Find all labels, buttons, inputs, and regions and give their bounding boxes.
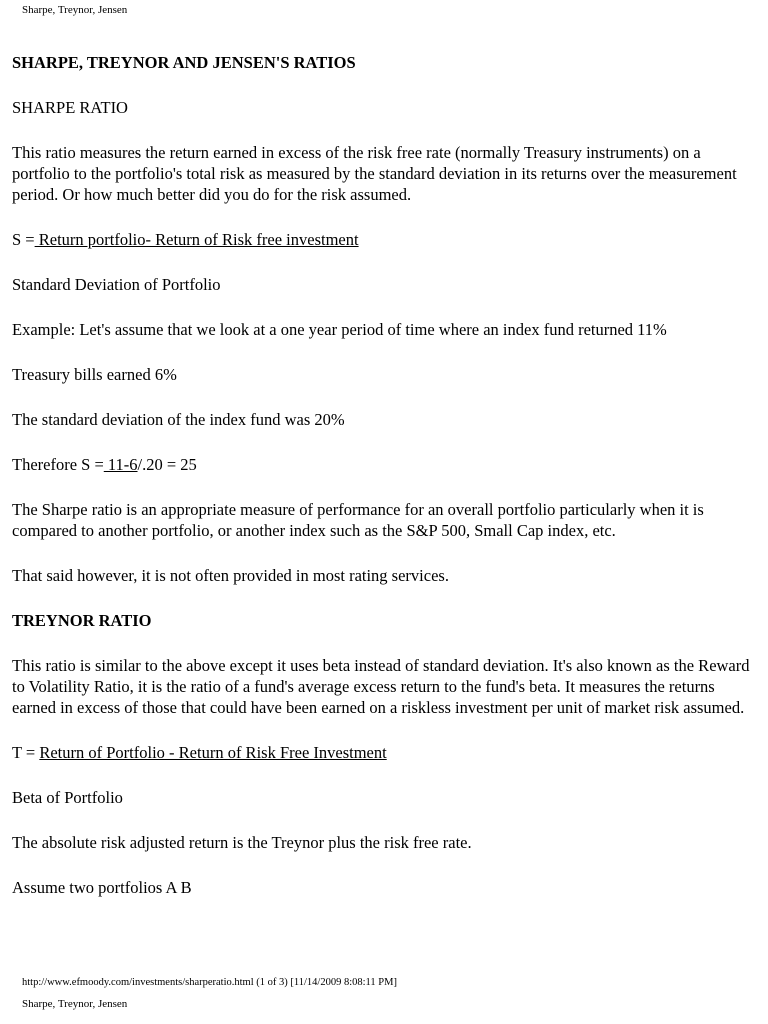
- sharpe-heading: SHARPE RATIO: [12, 98, 128, 117]
- sharpe-appropriate: The Sharpe ratio is an appropriate measure of performance for an overall portfolio particularly when it is compared to another portfolio, or another index such as the S&P 500, Small Cap index, etc.: [12, 500, 704, 540]
- treynor-heading: TREYNOR RATIO: [12, 611, 152, 630]
- sharpe-formula-prefix: S =: [12, 230, 35, 249]
- sharpe-tbills: Treasury bills earned 6%: [12, 365, 177, 384]
- page-title: SHARPE, TREYNOR AND JENSEN'S RATIOS: [12, 53, 356, 72]
- treynor-description: This ratio is similar to the above except it uses beta instead of standard deviation. It's also known as the Reward to Volatility Ratio, it is the ratio of a fund's average excess return to the fund's beta. It measures the returns earned in excess of those that could have been earned on a riskless investment per unit of market risk assumed.: [12, 656, 750, 717]
- sharpe-note: That said however, it is not often provided in most rating services.: [12, 566, 449, 585]
- sharpe-std-dev: The standard deviation of the index fund was 20%: [12, 410, 345, 429]
- treynor-assume: Assume two portfolios A B: [12, 878, 192, 897]
- document-body: [12, 52, 754, 922]
- sharpe-calculation: [12, 454, 754, 475]
- running-header: Sharpe, Treynor, Jensen: [22, 4, 128, 16]
- sharpe-description: This ratio measures the return earned in excess of the risk free rate (normally Treasury instruments) on a portfolio to the portfolio's total risk as measured by the standard deviation in its returns over the measurement period. Or how much better did you do for the risk assumed.: [12, 143, 737, 204]
- footer-url: http://www.efmoody.com/investments/sharperatio.html (1 of 3) [11/14/2009 8:08:11 PM]: [22, 977, 397, 988]
- sharpe-calc-prefix: Therefore S =: [12, 455, 104, 474]
- sharpe-calc-underlined: 11-6: [103, 455, 138, 474]
- footer-running-header: Sharpe, Treynor, Jensen: [22, 998, 128, 1010]
- treynor-formula-prefix: T =: [12, 743, 36, 762]
- treynor-absolute: The absolute risk adjusted return is the Treynor plus the risk free rate.: [12, 833, 472, 852]
- sharpe-calc-suffix: /.20 = 25: [137, 455, 197, 474]
- treynor-formula-denominator: Beta of Portfolio: [12, 788, 123, 807]
- sharpe-example-intro: Example: Let's assume that we look at a one year period of time where an index fund returned 11%: [12, 320, 667, 339]
- treynor-formula: [12, 742, 754, 763]
- treynor-formula-numerator: Return of Portfolio - Return of Risk Free Investment: [39, 743, 387, 762]
- sharpe-formula-numerator: Return portfolio- Return of Risk free investment: [34, 230, 359, 249]
- sharpe-formula: [12, 229, 754, 250]
- sharpe-formula-denominator: Standard Deviation of Portfolio: [12, 275, 221, 294]
